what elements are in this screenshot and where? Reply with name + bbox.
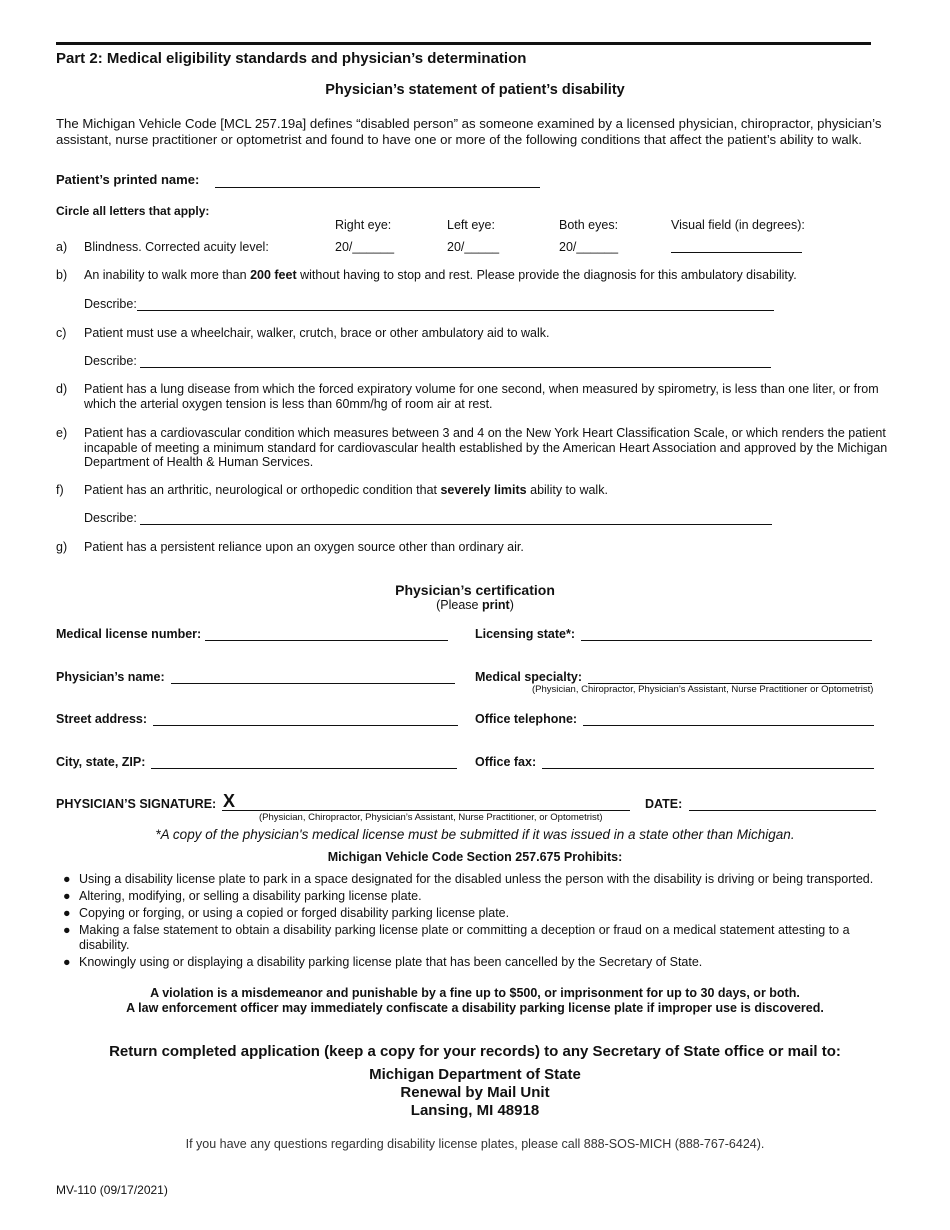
office-telephone-field[interactable] (583, 711, 874, 726)
list-item: ● Using a disability license plate to park in a space designated for the disabled unless the person with the disability is driving or being transported. (63, 872, 874, 886)
item-b-letter[interactable]: b) (56, 268, 68, 282)
describe-f-field[interactable] (140, 510, 772, 525)
office-fax-field[interactable] (542, 754, 874, 769)
item-a-letter[interactable]: a) (56, 240, 68, 254)
list-item: ● Making a false statement to obtain a disability parking license plate or committing a deception or fraud on a medical statement attesting to a disability. (63, 923, 850, 952)
bullet-icon: ● (63, 872, 71, 886)
prohibits-list (60, 872, 880, 972)
describe-b-field[interactable] (137, 296, 774, 311)
specialty-note: (Physician, Chiropractor, Physician’s Assistant, Nurse Practitioner or Optometrist) (532, 684, 874, 695)
item-d-text: Patient has a lung disease from which the forced expiratory volume for one second, when measured by spirometry, is less than one liter, or from which the arterial oxygen tension is less than 60mm/hg of room air at rest. (84, 382, 879, 411)
date-label: DATE: (645, 797, 683, 811)
list-item: ● Knowingly using or displaying a disability parking license plate that has been cancelled by the Secretary of State. (63, 954, 703, 969)
visual-field-input[interactable] (671, 238, 802, 253)
item-e-text: Patient has a cardiovascular condition which measures between 3 and 4 on the New York Heart Classification Scale, or which renders the patient incapable of meeting a minimum standard for cardiovascular health established by the American Heart Association and approved by the Michigan Department of Health & Human Services. (84, 426, 888, 469)
specialty-label: Medical specialty: (475, 670, 582, 684)
return-instruction: Return completed application (keep a copy for your records) to any Secretary of State office or mail to: (109, 1043, 841, 1060)
bullet-icon: ● (63, 923, 71, 938)
office-fax-label: Office fax: (475, 755, 537, 769)
address-line-2: Renewal by Mail Unit (400, 1084, 550, 1101)
patient-name-label: Patient’s printed name: (56, 172, 200, 187)
violation-line-1: A violation is a misdemeanor and punishable by a fine up to $500, or imprisonment for up to 30 days, or both. (150, 986, 800, 1000)
top-rule (56, 42, 871, 45)
please-print-note: (Please print) (436, 598, 514, 612)
right-eye-acuity-field[interactable]: 20/______ (335, 240, 395, 254)
item-b-text: An inability to walk more than 200 feet without having to stop and rest. Please provide the diagnosis for this ambulatory disability. (84, 268, 797, 282)
city-state-zip-label: City, state, ZIP: (56, 755, 146, 769)
both-eyes-acuity-field[interactable]: 20/______ (559, 240, 619, 254)
item-e-letter[interactable]: e) (56, 426, 68, 440)
licensing-state-field[interactable] (581, 626, 872, 641)
item-g-letter[interactable]: g) (56, 540, 68, 554)
circle-instruction: Circle all letters that apply: (56, 204, 210, 218)
signature-x-mark: X (223, 791, 236, 811)
license-number-label: Medical license number: (56, 627, 202, 641)
item-f-letter[interactable]: f) (56, 483, 64, 497)
describe-c-label: Describe: (84, 354, 137, 368)
physician-name-label: Physician’s name: (56, 670, 165, 684)
form-id: MV-110 (09/17/2021) (56, 1183, 168, 1197)
license-copy-note: *A copy of the physician's medical license must be submitted if it was issued in a state other than Michigan. (155, 827, 795, 842)
date-field[interactable] (689, 796, 876, 811)
left-eye-acuity-field[interactable]: 20/_____ (447, 240, 500, 254)
signature-field[interactable] (222, 791, 630, 811)
bullet-icon: ● (63, 954, 71, 969)
city-state-zip-field[interactable] (151, 754, 457, 769)
bullet-icon: ● (63, 906, 71, 921)
item-g-text: Patient has a persistent reliance upon an oxygen source other than ordinary air. (84, 540, 524, 554)
patient-name-field[interactable] (215, 173, 540, 188)
item-a-text: Blindness. Corrected acuity level: (84, 240, 269, 254)
item-d-letter[interactable]: d) (56, 382, 68, 396)
certification-title: Physician’s certification (395, 582, 555, 598)
statement-title: Physician’s statement of patient’s disability (325, 82, 625, 98)
list-item: ● Altering, modifying, or selling a disability parking license plate. (63, 889, 422, 904)
address-line-1: Michigan Department of State (369, 1066, 581, 1083)
right-eye-header: Right eye: (335, 218, 392, 232)
bullet-icon: ● (63, 889, 71, 904)
prohibits-title: Michigan Vehicle Code Section 257.675 Prohibits: (327, 850, 623, 864)
specialty-field[interactable] (588, 669, 872, 684)
signature-label: PHYSICIAN’S SIGNATURE: (56, 797, 217, 811)
describe-c-field[interactable] (140, 353, 771, 368)
intro-paragraph: The Michigan Vehicle Code [MCL 257.19a] defines “disabled person” as someone examined by a licensed physician, chiropractor, physician’s assistant, nurse practitioner or optometrist and found to have one or more of the following conditions that affect the patient’s ability to walk. (56, 116, 882, 147)
item-c-text: Patient must use a wheelchair, walker, crutch, brace or other ambulatory aid to walk. (84, 326, 550, 340)
street-address-label: Street address: (56, 712, 148, 726)
signature-note: (Physician, Chiropractor, Physician’s Assistant, Nurse Practitioner, or Optometrist) (259, 812, 603, 823)
office-telephone-label: Office telephone: (475, 712, 578, 726)
violation-line-2: A law enforcement officer may immediately confiscate a disability parking license plate if improper use is discovered. (126, 1001, 824, 1015)
physician-name-field[interactable] (171, 669, 455, 684)
both-eyes-header: Both eyes: (559, 218, 619, 232)
license-number-field[interactable] (205, 626, 448, 641)
part-title: Part 2: Medical eligibility standards and physician’s determination (56, 50, 527, 67)
item-f-text: Patient has an arthritic, neurological or orthopedic condition that severely limits ability to walk. (84, 483, 608, 497)
describe-b-label: Describe: (84, 297, 137, 311)
describe-f-label: Describe: (84, 511, 137, 525)
list-item: ● Copying or forging, or using a copied or forged disability parking license plate. (63, 906, 510, 921)
left-eye-header: Left eye: (447, 218, 495, 232)
licensing-state-label: Licensing state*: (475, 627, 576, 641)
address-line-3: Lansing, MI 48918 (410, 1102, 540, 1119)
questions-note: If you have any questions regarding disability license plates, please call 888-SOS-MICH (888-767-6424). (185, 1137, 765, 1151)
visual-field-header: Visual field (in degrees): (671, 218, 805, 232)
street-address-field[interactable] (153, 711, 458, 726)
item-c-letter[interactable]: c) (56, 326, 67, 340)
